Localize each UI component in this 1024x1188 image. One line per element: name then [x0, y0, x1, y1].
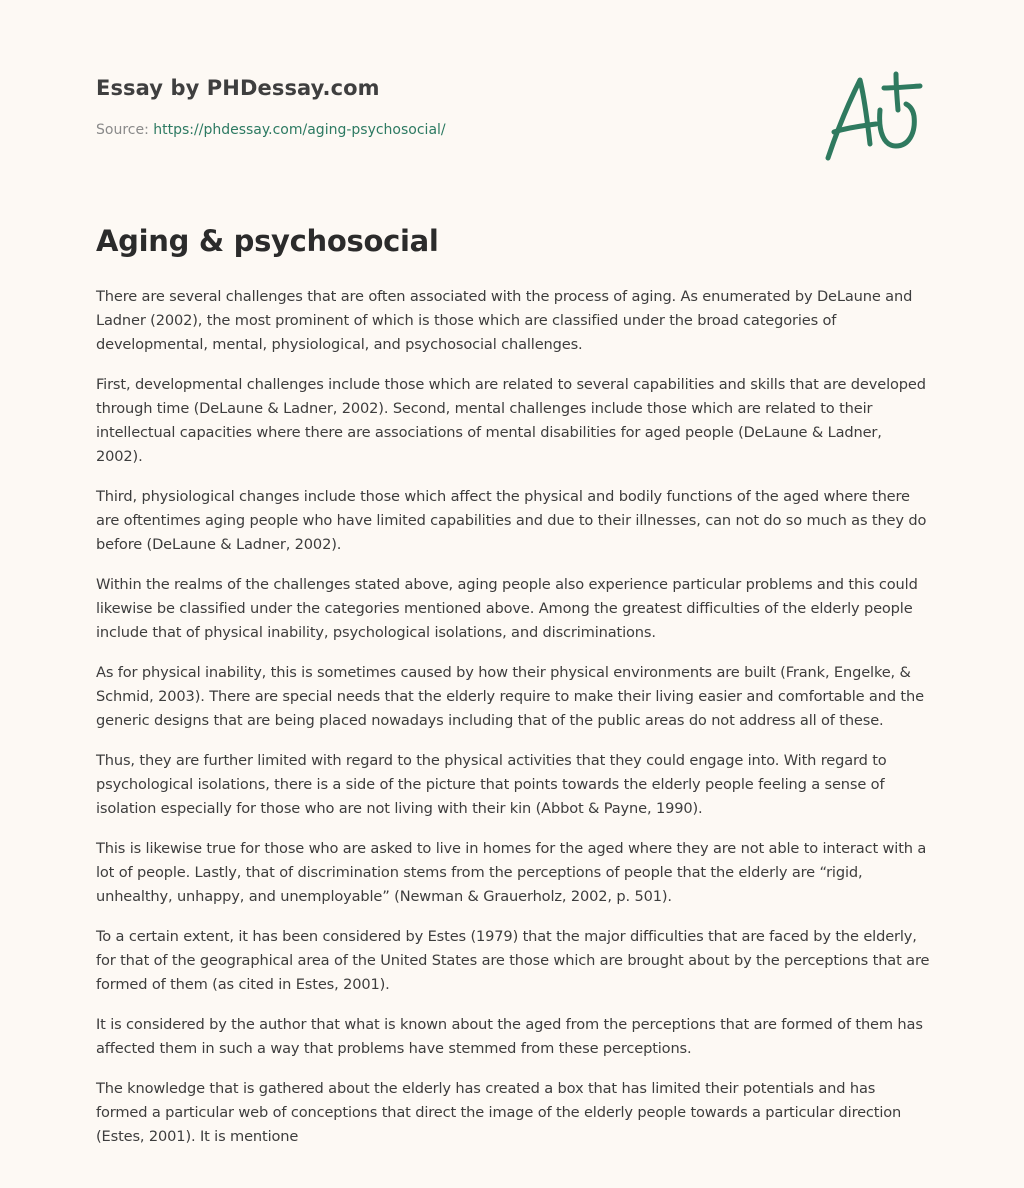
source-link[interactable]: https://phdessay.com/aging-psychosocial/: [153, 122, 446, 138]
article-paragraph: First, developmental challenges include those which are related to several capabilities and skills that are developed through time (DeLaune & Ladner, 2002). Second, mental challenges include those which are related to their intellectual capacities where there are associations of mental disabilities for aged people (DeLaune & Ladner, 2002).: [96, 376, 926, 465]
article-paragraph: To a certain extent, it has been considered by Estes (1979) that the major difficulties that are faced by the elderly, for that of the geographical area of the United States are those which are brought about by the perceptions that are formed of them (as cited in Estes, 2001).: [96, 928, 930, 993]
article-paragraph: Within the realms of the challenges stated above, aging people also experience particular problems and this could likewise be classified under the categories mentioned above. Among the greatest difficulties of the elderly people include that of physical inability, psychological isolations, and discriminations.: [96, 576, 918, 641]
article-body: [96, 285, 930, 1165]
source-label: Source:: [96, 122, 154, 138]
article-paragraph: This is likewise true for those who are asked to live in homes for the aged where they are not able to interact with a lot of people. Lastly, that of discrimination stems from the perceptions of people that the elderly are “rigid, unhealthy, unhappy, and unemployable” (Newman & Grauerholz, 2002, p. 501).: [96, 840, 927, 905]
article-paragraph: Third, physiological changes include those which affect the physical and bodily functions of the aged where there are oftentimes aging people who have limited capabilities and due to their illnesses, can not do so much as they do before (DeLaune & Ladner, 2002).: [96, 488, 927, 553]
article-paragraph: Thus, they are further limited with regard to the physical activities that they could engage into. With regard to psychological isolations, there is a side of the picture that points towards the elderly people feeling a sense of isolation especially for those who are not living with their kin (Abbot & Payne, 1990).: [96, 752, 887, 817]
article-paragraph: There are several challenges that are often associated with the process of aging. As enumerated by DeLaune and Ladner (2002), the most prominent of which is those which are classified under the broad categories of developmental, mental, physiological, and psychosocial challenges.: [96, 288, 913, 353]
a-plus-logo-icon: [822, 66, 928, 166]
article-title: Aging & psychosocial: [96, 224, 439, 258]
source-line: [96, 122, 926, 138]
article-paragraph: It is considered by the author that what is known about the aged from the perceptions that are formed of them has affected them in such a way that problems have stemmed from these perceptions.: [96, 1016, 923, 1057]
article-paragraph: As for physical inability, this is sometimes caused by how their physical environments are built (Frank, Engelke, & Schmid, 2003). There are special needs that the elderly require to make their living easier and comfortable and the generic designs that are being placed nowadays including that of the public areas do not address all of these.: [96, 664, 924, 729]
page-header: [96, 76, 926, 138]
article-paragraph: The knowledge that is gathered about the elderly has created a box that has limited their potentials and has formed a particular web of conceptions that direct the image of the elderly people towards a particular direction (Estes, 2001). It is mentione: [96, 1080, 902, 1145]
site-brand: Essay by PHDessay.com: [96, 76, 380, 100]
